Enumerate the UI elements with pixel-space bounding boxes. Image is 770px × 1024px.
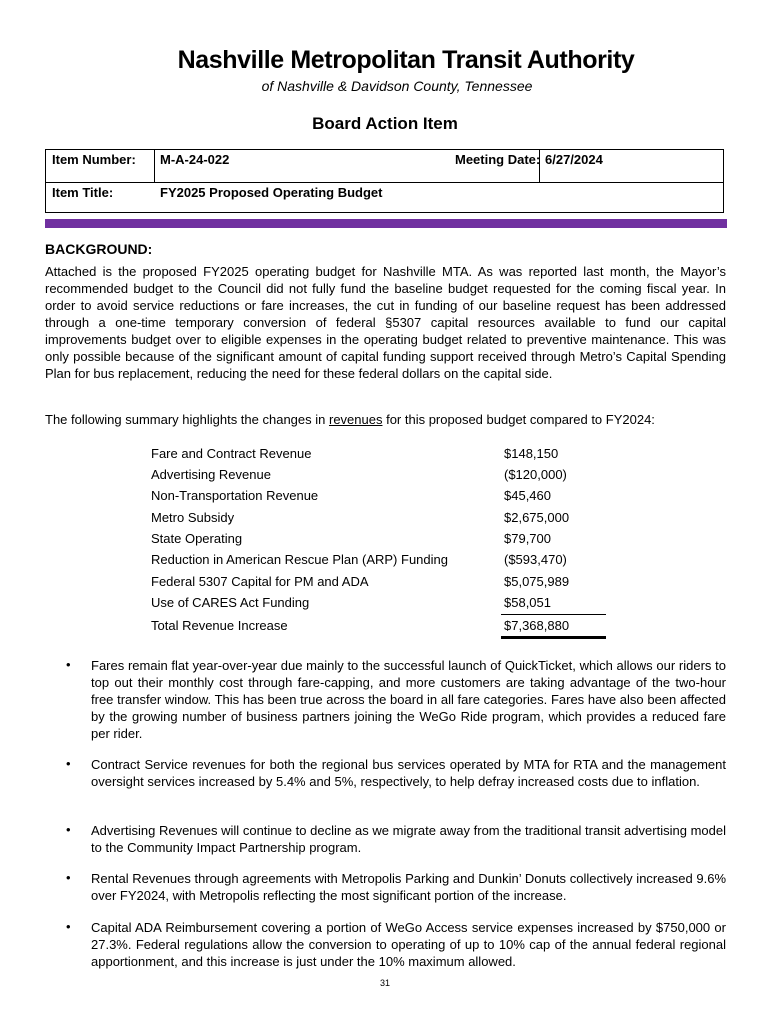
revenue-row <box>151 446 611 467</box>
total-label: Total Revenue Increase <box>151 618 288 633</box>
revenue-row <box>151 488 611 509</box>
bullet-advertising: Advertising Revenues will continue to decline as we migrate away from the traditional transit advertising model to the Community Impact Partnership program. <box>91 823 726 855</box>
page-number: 31 <box>379 978 390 988</box>
revenue-row <box>151 552 611 573</box>
meeting-date-label: Meeting Date: <box>455 152 541 167</box>
item-number-value: M-A-24-022 <box>160 152 230 167</box>
revenue-row <box>151 510 611 531</box>
revenue-label: Reduction in American Rescue Plan (ARP) Funding <box>151 552 448 567</box>
table-divider <box>154 150 155 182</box>
revenue-amount: ($120,000) <box>504 467 567 482</box>
revenue-amount: $79,700 <box>504 531 551 546</box>
subtotal-rule <box>501 614 606 615</box>
revenue-label: Use of CARES Act Funding <box>151 595 310 610</box>
item-number-label: Item Number: <box>52 152 136 167</box>
summary-intro <box>45 411 726 428</box>
revenue-label: Federal 5307 Capital for PM and ADA <box>151 574 369 589</box>
revenue-amount: $5,075,989 <box>504 574 570 589</box>
bullet-marker: • <box>66 756 71 771</box>
background-heading: BACKGROUND: <box>45 241 153 257</box>
background-paragraph: Attached is the proposed FY2025 operating budget for Nashville MTA. As was reported last month, the Mayor’s recommended budget to the Council did not fully fund the baseline budget requested for the coming fiscal year. In order to avoid service reductions or fare increases, the cut in funding of our baseline request has been addressed through a one-time temporary conversion of federal §5307 capital resources available to fund our capital improvements budget over to eligible expenses in the operating budget related to preventive maintenance. This was only possible because of the significant amount of capital funding support received through Metro’s Capital Spending Plan for bus replacement, reducing the need for these federal dollars on the capital side. <box>45 264 726 381</box>
bullet-contract-service: Contract Service revenues for both the regional bus services operated by MTA for RTA and the management oversight services increased by 5.4% and 5%, respectively, to help defray increased costs due to inflation. <box>91 757 726 789</box>
meeting-date-value: 6/27/2024 <box>545 152 603 167</box>
revenue-label: Advertising Revenue <box>151 467 271 482</box>
revenue-amount: ($593,470) <box>504 552 567 567</box>
summary-underlined: revenues <box>328 412 383 427</box>
accent-bar <box>45 219 727 228</box>
item-info-table <box>45 149 724 213</box>
revenue-amount: $58,051 <box>504 595 551 610</box>
total-amount: $7,368,880 <box>504 618 570 633</box>
revenue-label: Metro Subsidy <box>151 510 235 525</box>
table-divider <box>46 182 723 183</box>
bullet-marker: • <box>66 919 71 934</box>
revenue-row <box>151 531 611 552</box>
revenue-amount: $2,675,000 <box>504 510 570 525</box>
revenue-label: Fare and Contract Revenue <box>151 446 312 461</box>
summary-before: The following summary highlights the changes in <box>45 412 329 427</box>
section-title: Board Action Item <box>312 114 458 133</box>
revenue-label: State Operating <box>151 531 243 546</box>
total-rule <box>501 636 606 639</box>
revenue-label: Non-Transportation Revenue <box>151 488 319 503</box>
item-title-label: Item Title: <box>52 185 114 200</box>
summary-after: for this proposed budget compared to FY2024: <box>382 412 655 427</box>
bullet-rental: Rental Revenues through agreements with Metropolis Parking and Dunkin’ Donuts collectively increased 9.6% over FY2024, with Metropolis reflecting the most significant portion of the increase. <box>91 871 726 903</box>
bullet-marker: • <box>66 657 71 672</box>
document-title: Nashville Metropolitan Transit Authority <box>177 46 635 74</box>
bullet-marker: • <box>66 870 71 885</box>
document-subtitle: of Nashville & Davidson County, Tennessee <box>261 78 533 94</box>
item-title-value: FY2025 Proposed Operating Budget <box>160 185 383 200</box>
bullet-marker: • <box>66 822 71 837</box>
revenue-row <box>151 574 611 595</box>
bullet-fares: Fares remain flat year-over-year due mainly to the successful launch of QuickTicket, which allows our riders to top out their monthly cost through fare-capping, and more customers are taking advantage of the two-hour free transfer window. This has been true across the board in all fare categories. Fares have also been affected by the growing number of business partners joining the WeGo Ride program, which provides a reduced fare per rider. <box>91 658 726 741</box>
revenue-amount: $45,460 <box>504 488 551 503</box>
revenue-row <box>151 595 611 616</box>
revenue-amount: $148,150 <box>504 446 559 461</box>
revenue-row <box>151 467 611 488</box>
bullet-capital-ada: Capital ADA Reimbursement covering a portion of WeGo Access service expenses increased by $750,000 or 27.3%. Federal regulations allow the conversion to operating of up to 10% cap of the annual federal regional apportionment, and this increase is just under the 10% maximum allowed. <box>91 920 726 969</box>
